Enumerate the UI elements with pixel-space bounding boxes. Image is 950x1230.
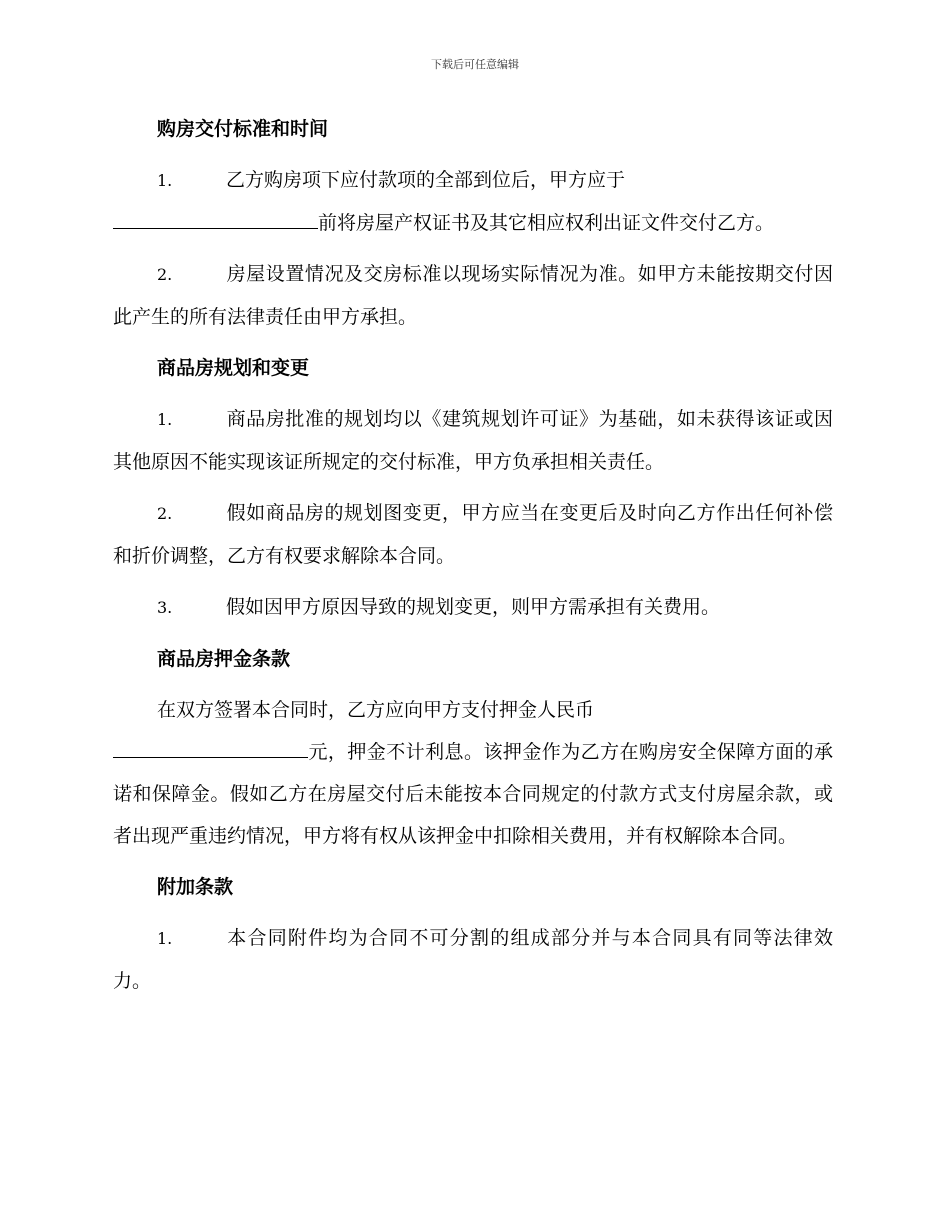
clause-number: 2. (157, 265, 173, 284)
clause-text: 假如因甲方原因导致的规划变更，则甲方需承担有关费用。 (226, 596, 721, 618)
paragraph-text: 元，押金不计利息。该押金作为乙方在购房安全保障方面的承诺和保障金。假如乙方在房屋交付后未能按本合同规定的付款方式支付房屋余款，或者出现严重违约情况，甲方将有权从该押金中扣除相关费用，并有权解除本合同。 (113, 741, 833, 847)
page-header: 下载后可任意编辑 (431, 58, 519, 71)
section-heading: 商品房规划和变更 (157, 357, 310, 379)
clause-number: 3. (157, 598, 173, 617)
clause-number: 1. (157, 410, 173, 429)
clause (113, 159, 833, 244)
fill-in-blank (113, 739, 308, 758)
clause-text: 房屋设置情况及交房标准以现场实际情况为准。如甲方未能按期交付因此产生的所有法律责任由甲方承担。 (113, 263, 833, 328)
clause-text: 假如商品房的规划图变更，甲方应当在变更后及时向乙方作出任何补偿和折价调整，乙方有权要求解除本合同。 (113, 502, 833, 567)
clause-number: 1. (157, 929, 173, 948)
clause (113, 917, 833, 1002)
section-heading: 购房交付标准和时间 (157, 118, 329, 140)
clause (113, 492, 833, 577)
clause-text: 商品房批准的规划均以《建筑规划许可证》为基础，如未获得该证或因其他原因不能实现该证所规定的交付标准，甲方负承担相关责任。 (113, 408, 833, 473)
fill-in-blank (113, 210, 318, 229)
clause (113, 398, 833, 483)
clause-number: 1. (157, 171, 173, 190)
paragraph-text: 在双方签署本合同时，乙方应向甲方支付押金人民币 (157, 699, 595, 721)
clause (113, 586, 833, 629)
clause (113, 253, 833, 338)
clause-number: 2. (157, 504, 173, 523)
clause-text: 乙方购房项下应付款项的全部到位后，甲方应于 (226, 169, 626, 191)
clause-text: 本合同附件均为合同不可分割的组成部分并与本合同具有同等法律效力。 (113, 927, 833, 992)
deposit-paragraph (113, 689, 833, 857)
section-heading: 商品房押金条款 (157, 648, 291, 670)
document-body (113, 108, 833, 1011)
clause-text: 前将房屋产权证书及其它相应权利出证文件交付乙方。 (318, 212, 775, 234)
section-heading: 附加条款 (157, 876, 234, 898)
